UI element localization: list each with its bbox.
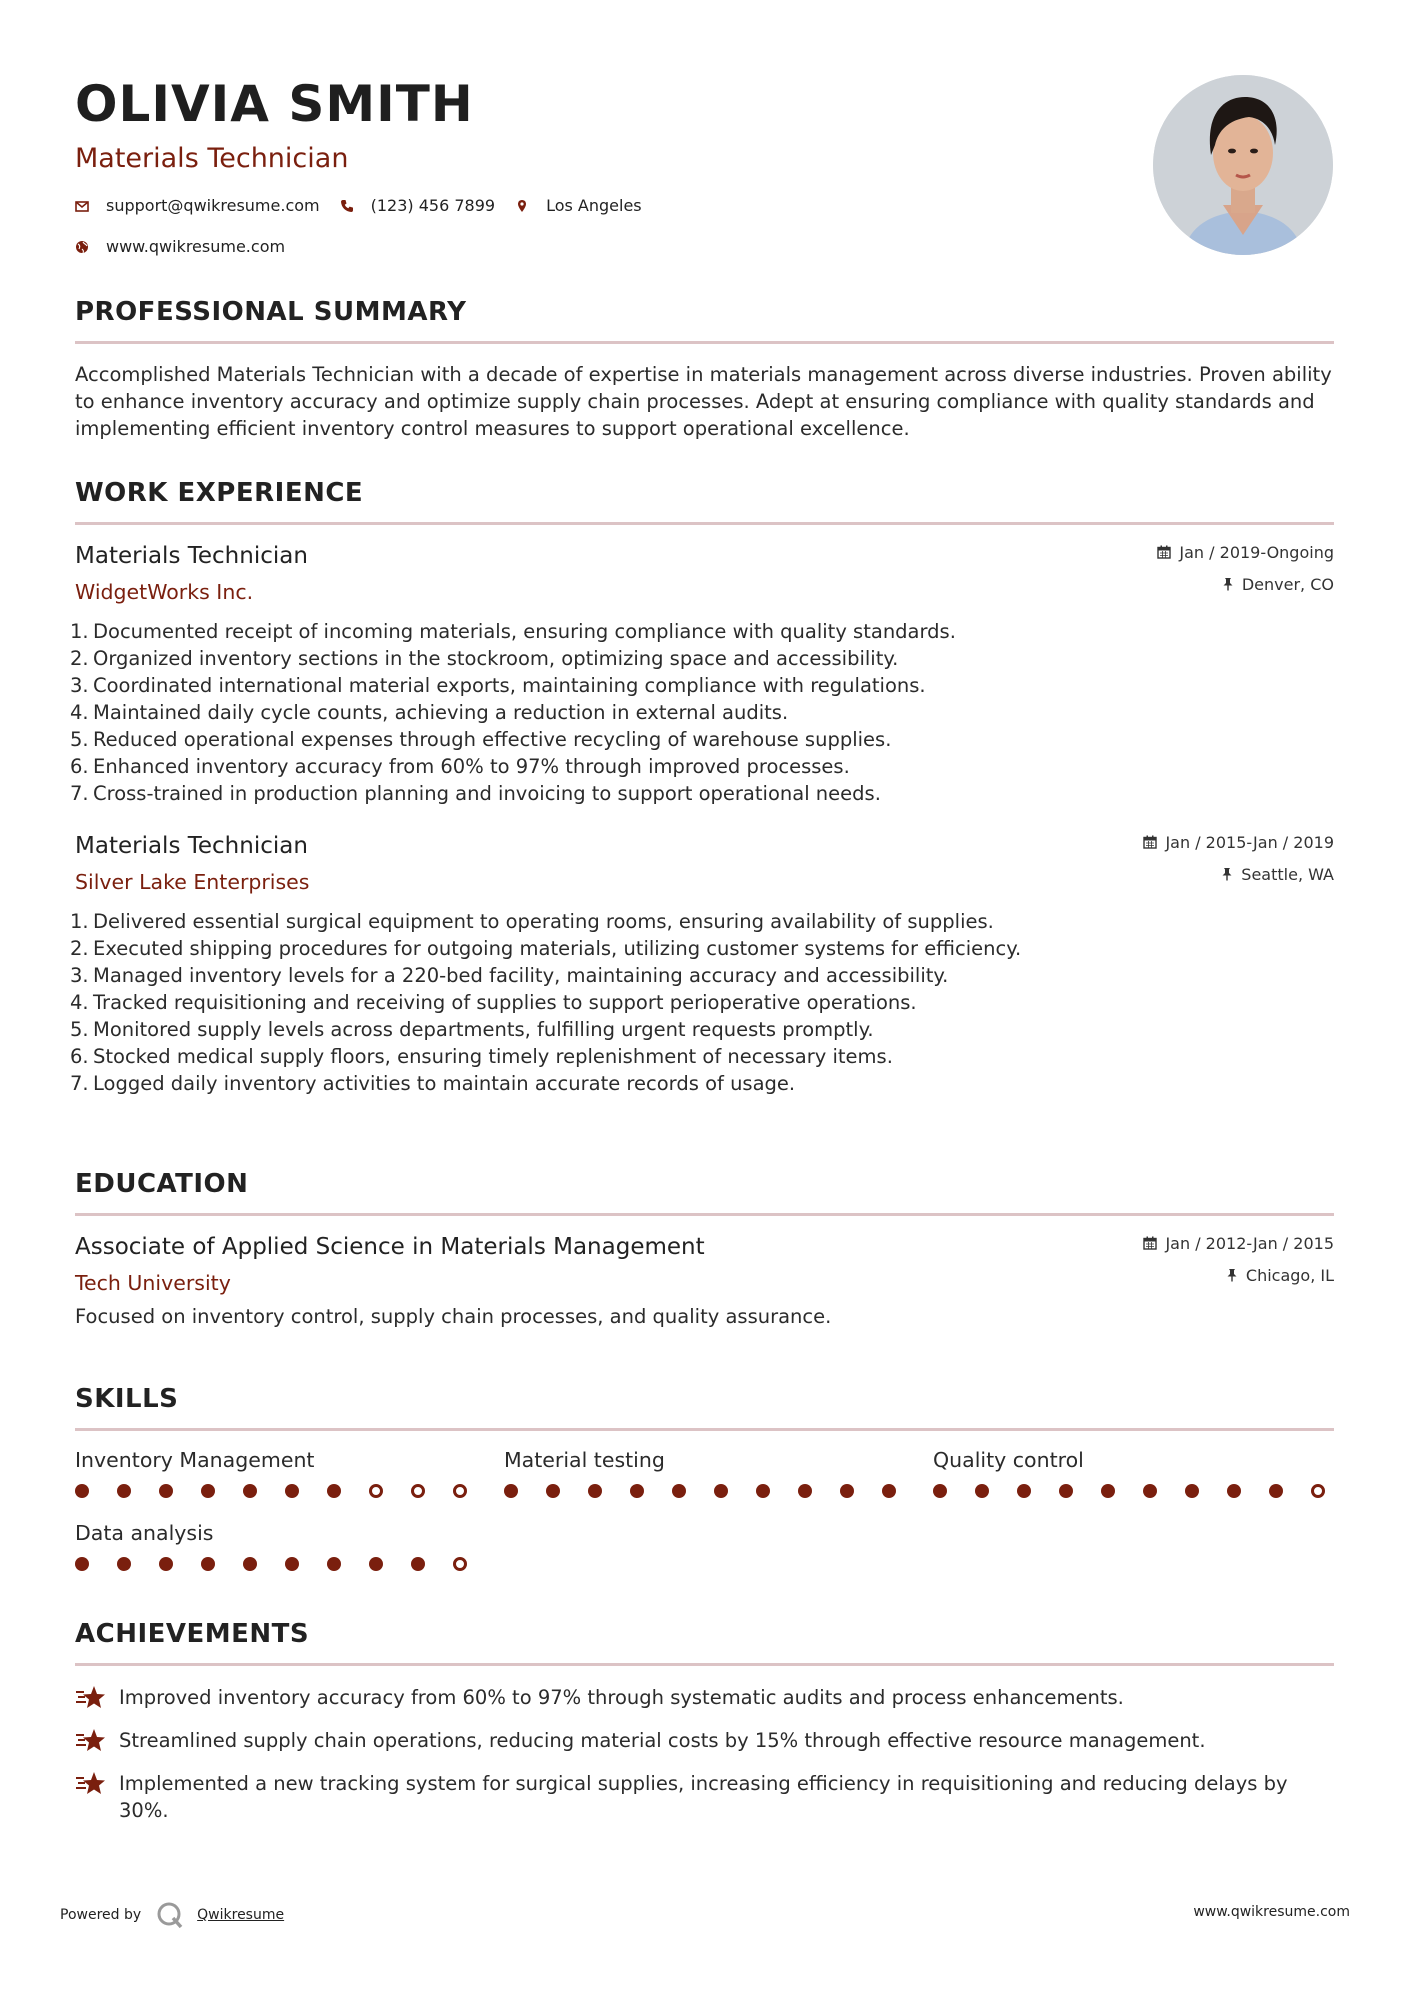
list-item: 6. Stocked medical supply floors, ensuring timely replenishment of necessary items. <box>70 1045 893 1068</box>
section-divider <box>75 1663 1334 1666</box>
skills-section <box>75 1382 1334 1627</box>
list-item: 5. Monitored supply levels across departments, fulfilling urgent requests promptly. <box>70 1018 874 1041</box>
candidate-name: OLIVIA SMITH <box>75 75 474 133</box>
rating-dot-filled <box>1269 1484 1283 1498</box>
education-section <box>75 1167 1334 1330</box>
pushpin-icon <box>1226 1268 1238 1282</box>
list-item: 4. Maintained daily cycle counts, achieving a reduction in external audits. <box>70 701 789 724</box>
rating-dot-filled <box>933 1484 947 1498</box>
skill-rating <box>933 1484 1363 1498</box>
experience-section <box>70 476 1334 1097</box>
achievement-text: Streamlined supply chain operations, reducing material costs by 15% through effective resource management. <box>119 1729 1206 1752</box>
email-text: support@qwikresume.com <box>106 196 320 215</box>
qwikresume-logo-icon <box>155 1900 185 1930</box>
rating-dot-filled <box>201 1557 215 1571</box>
resume-header <box>75 72 1075 256</box>
education-meta <box>1143 1232 1334 1286</box>
portrait-photo <box>1153 75 1333 255</box>
list-item: 1. Documented receipt of incoming materials, ensuring compliance with quality standards. <box>70 620 956 643</box>
duty-list <box>70 908 1334 1097</box>
job-entry <box>70 831 1334 1097</box>
achievement-item <box>75 1770 1334 1824</box>
rating-dot-filled <box>327 1557 341 1571</box>
job-location-text: Denver, CO <box>1241 574 1334 594</box>
rating-dot-filled <box>117 1484 131 1498</box>
job-dates-text: Jan / 2019-Ongoing <box>1179 542 1334 562</box>
calendar-icon <box>1143 1236 1157 1250</box>
summary-heading: PROFESSIONAL SUMMARY <box>75 297 467 327</box>
rating-dot-filled <box>882 1484 896 1498</box>
list-item: 3. Coordinated international material exports, maintaining compliance with regulations. <box>70 674 926 697</box>
rating-dot-filled <box>798 1484 812 1498</box>
list-item: 7. Logged daily inventory activities to maintain accurate records of usage. <box>70 1072 796 1095</box>
education-heading: EDUCATION <box>75 1169 249 1199</box>
skill-name: Inventory Management <box>75 1448 315 1472</box>
candidate-title: Materials Technician <box>75 143 349 174</box>
pushpin-icon <box>1222 577 1234 591</box>
contact-website[interactable] <box>75 237 285 256</box>
rating-dot-filled <box>588 1484 602 1498</box>
rating-dot-filled <box>1185 1484 1199 1498</box>
rating-dot-filled <box>714 1484 728 1498</box>
rating-dot-filled <box>159 1484 173 1498</box>
rating-dot-filled <box>546 1484 560 1498</box>
rating-dot-filled <box>672 1484 686 1498</box>
school-name: Tech University <box>75 1271 231 1295</box>
job-location <box>1157 573 1334 595</box>
list-item: 5. Reduced operational expenses through effective recycling of warehouse supplies. <box>70 728 892 751</box>
star-icon <box>75 1684 107 1710</box>
achievement-text: Improved inventory accuracy from 60% to 97% through systematic audits and process enhancements. <box>119 1686 1124 1709</box>
skill-item <box>504 1447 934 1498</box>
star-icon <box>75 1770 107 1796</box>
rating-dot-filled <box>75 1557 89 1571</box>
rating-dot-filled <box>1101 1484 1115 1498</box>
job-location <box>1143 863 1334 885</box>
rating-dot-filled <box>975 1484 989 1498</box>
summary-text: Accomplished Materials Technician with a decade of expertise in materials management across diverse industries. Proven ability to enhance inventory accuracy and optimize supply chain processes. Adept at ensuring compliance with quality standards and implementing efficient inventory control measures to support operational excellence. <box>75 363 1332 440</box>
website-text: www.qwikresume.com <box>106 237 286 256</box>
footer-powered <box>60 1900 1350 1930</box>
rating-dot-empty <box>453 1557 467 1571</box>
skill-item <box>933 1447 1363 1498</box>
section-divider <box>75 522 1334 525</box>
rating-dot-empty <box>453 1484 467 1498</box>
education-description: Focused on inventory control, supply chain processes, and quality assurance. <box>75 1305 832 1328</box>
skill-name: Data analysis <box>75 1521 214 1545</box>
calendar-icon <box>1157 545 1171 559</box>
rating-dot-filled <box>285 1557 299 1571</box>
contact-email[interactable] <box>75 196 320 215</box>
rating-dot-empty <box>369 1484 383 1498</box>
contact-location <box>515 196 642 215</box>
job-dates <box>1157 541 1334 563</box>
skill-rating <box>504 1484 934 1498</box>
section-divider <box>75 1428 1334 1431</box>
duty-list <box>70 618 1334 807</box>
footer <box>60 1900 1350 1930</box>
job-role: Materials Technician <box>75 543 308 569</box>
skill-rating <box>75 1484 505 1498</box>
rating-dot-filled <box>117 1557 131 1571</box>
rating-dot-empty <box>411 1484 425 1498</box>
summary-section <box>75 295 1334 442</box>
location-text: Los Angeles <box>546 196 642 215</box>
experience-heading: WORK EXPERIENCE <box>75 478 364 508</box>
rating-dot-filled <box>243 1557 257 1571</box>
contact-row-website <box>75 237 1075 256</box>
rating-dot-filled <box>159 1557 173 1571</box>
map-pin-icon <box>515 199 529 213</box>
skills-grid <box>75 1447 1334 1627</box>
list-item: 2. Executed shipping procedures for outgoing materials, utilizing customer systems for efficiency. <box>70 937 1022 960</box>
job-company: Silver Lake Enterprises <box>75 870 310 894</box>
rating-dot-filled <box>1017 1484 1031 1498</box>
rating-dot-filled <box>201 1484 215 1498</box>
rating-dot-filled <box>1059 1484 1073 1498</box>
avatar <box>1153 75 1333 255</box>
job-entry <box>70 541 1334 807</box>
section-divider <box>75 341 1334 344</box>
skill-name: Quality control <box>933 1448 1084 1472</box>
list-item: 4. Tracked requisitioning and receiving of supplies to support perioperative operations. <box>70 991 917 1014</box>
degree-title: Associate of Applied Science in Materials Management <box>75 1234 705 1260</box>
education-entry <box>75 1232 1334 1330</box>
rating-dot-filled <box>504 1484 518 1498</box>
skill-name: Material testing <box>504 1448 665 1472</box>
job-location-text: Seattle, WA <box>1241 864 1334 884</box>
job-meta <box>1157 541 1334 595</box>
envelope-icon <box>75 199 89 213</box>
education-dates-text: Jan / 2012-Jan / 2015 <box>1165 1233 1334 1253</box>
phone-text: (123) 456 7899 <box>370 196 496 215</box>
contact-phone[interactable] <box>340 196 495 215</box>
rating-dot-filled <box>411 1557 425 1571</box>
star-icon <box>75 1727 107 1753</box>
list-item: 2. Organized inventory sections in the stockroom, optimizing space and accessibility. <box>70 647 899 670</box>
achievement-item <box>75 1684 1334 1711</box>
skill-item <box>75 1520 505 1571</box>
job-meta <box>1143 831 1334 885</box>
rating-dot-filled <box>327 1484 341 1498</box>
achievement-text: Implemented a new tracking system for surgical supplies, increasing efficiency in requisitioning and reducing delays by 30%. <box>119 1772 1288 1822</box>
section-divider <box>75 1213 1334 1216</box>
achievements-section <box>75 1617 1334 1840</box>
skill-item <box>75 1447 505 1498</box>
education-dates <box>1143 1232 1334 1254</box>
job-dates <box>1143 831 1334 853</box>
list-item: 3. Managed inventory levels for a 220-bed facility, maintaining accuracy and accessibility. <box>70 964 949 987</box>
rating-dot-empty <box>1311 1484 1325 1498</box>
achievement-item <box>75 1727 1334 1754</box>
education-location <box>1143 1264 1334 1286</box>
rating-dot-filled <box>630 1484 644 1498</box>
rating-dot-filled <box>1227 1484 1241 1498</box>
achievements-heading: ACHIEVEMENTS <box>75 1619 310 1649</box>
rating-dot-filled <box>756 1484 770 1498</box>
list-item: 7. Cross-trained in production planning and invoicing to support operational needs. <box>70 782 881 805</box>
powered-by-label: Powered by <box>60 1907 142 1923</box>
list-item: 1. Delivered essential surgical equipment to operating rooms, ensuring availability of supplies. <box>70 910 994 933</box>
rating-dot-filled <box>840 1484 854 1498</box>
job-role: Materials Technician <box>75 833 308 859</box>
rating-dot-filled <box>285 1484 299 1498</box>
phone-icon <box>340 199 354 213</box>
footer-brand-link[interactable]: Qwikresume <box>197 1907 285 1923</box>
list-item: 6. Enhanced inventory accuracy from 60% to 97% through improved processes. <box>70 755 850 778</box>
skills-heading: SKILLS <box>75 1384 179 1414</box>
rating-dot-filled <box>243 1484 257 1498</box>
skill-rating <box>75 1557 505 1571</box>
rating-dot-filled <box>369 1557 383 1571</box>
calendar-icon <box>1143 835 1157 849</box>
job-dates-text: Jan / 2015-Jan / 2019 <box>1165 832 1334 852</box>
rating-dot-filled <box>1143 1484 1157 1498</box>
contact-row <box>75 196 1075 215</box>
pushpin-icon <box>1221 867 1233 881</box>
globe-icon <box>75 240 89 254</box>
job-company: WidgetWorks Inc. <box>75 580 254 604</box>
achievement-list <box>75 1684 1334 1824</box>
footer-website[interactable]: www.qwikresume.com <box>1193 1904 1350 1920</box>
rating-dot-filled <box>75 1484 89 1498</box>
education-location-text: Chicago, IL <box>1245 1265 1334 1285</box>
